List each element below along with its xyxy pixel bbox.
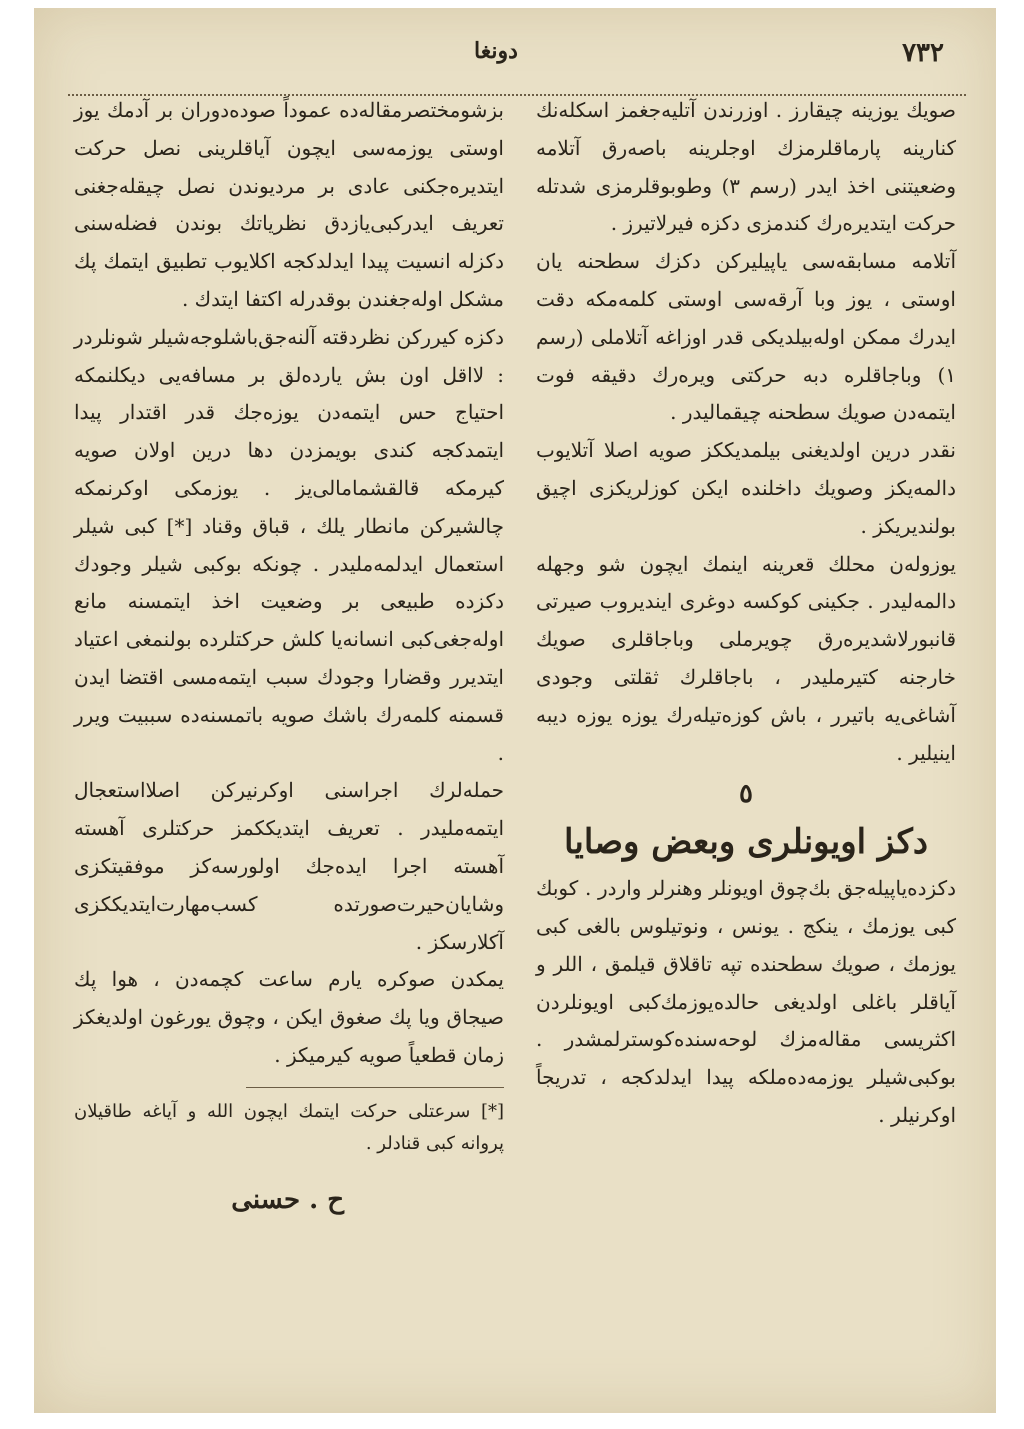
section-number: ٥ bbox=[739, 779, 753, 810]
paragraph: یمکدن صوکره یارم ساعت کچمه‌دن ، هوا پك صیجاق ویا پك صغوق ایکن ، وچوق یورغون اولدیغکز زمان قطعیاً صویه کیرمیکز . bbox=[74, 967, 504, 1067]
paragraph: دکزه کیررکن نظردقته آلنه‌جق‌باشلوجه‌شیلر شونلردر : لااقل اون بش یارده‌لق بر مسافه‌یی دیکلنمکه احتیاج حس ایتمه‌دن یوزه‌جك قدر اقتدار پیدا ایتمدکجه کندی بویمزدن دها درین اولان صویه کیرمکه قالقشمامالی‌یز . یوزمکی اوکرنمکه چالشیرکن مانطار یلك ، قباق وقناد [*] کبی شیلر استعمال ایدلمه‌ملیدر . چونکه بوکبی شیلر وجودك دکزده طبیعی بر وضعیت اخذ ایتمسنه مانع اوله‌جغی‌کبی انسانه‌یا کلش حرکتلرده بولنمغی اعتیاد ایتدیرر وقضارا وجودك سبب ایتمه‌مسی اقتضا ایدن قسمنه کلمه‌رك باشك صویه باتمسنه‌ده سببیت ویرر . bbox=[74, 324, 504, 765]
paragraph: حمله‌لرك اجراسنی اوکرنیرکن اصلااستعجال ایتمه‌ملیدر . تعریف ایتدیککمز حرکتلری آهسته آهسته اجرا ایده‌جك اولورسه‌کز موفقیتکزی وشایان‌حیرت‌صورتده کسب‌مهارت‌ایتدیککزی آکلارسکز . bbox=[74, 778, 504, 954]
right-column bbox=[536, 92, 956, 1135]
paragraph: نقدر درین اولدیغنی بیلمدیککز صویه اصلا آتلایوب دالمه‌یکز وصویك داخلنده ایکن کوزلریکزی اچیق بولندیریکز . bbox=[536, 438, 956, 538]
left-column bbox=[74, 92, 504, 1220]
paragraph: صویك یوزینه چیقارز . اوزرندن آتلیه‌جغمز اسکله‌نك کنارینه پارماقلرمزك اوجلرینه باصه‌رق آتلامه وضعیتنی اخذ ایدر (رسم ۳) وطوبوقلرمزی شدتله حرکت ایتدیره‌رك کندمزی دکزه فیرلاتیرز . bbox=[536, 98, 956, 236]
paragraph: دکزده‌یاپیله‌جق بك‌چوق اویونلر وهنرلر واردر . کوبك کبی یوزمك ، ینکج . یونس ، ونوتیلوس بالغی کبی یوزمك ، صویك سطحنده تپه تاقلاق قیلمق ، اللر و آیاقلر باغلی اولدیغی حالده‌یوزمك‌کبی اویونلردن اکثریسی مقاله‌مزك لوحه‌سنده‌کوسترلمشدر . بوکبی‌شیلر یوزمه‌ده‌ملکه پیدا ایدلدکجه ، تدریجاً اوکرنیلر . bbox=[536, 876, 956, 1127]
running-title: دونغا bbox=[474, 38, 518, 64]
paragraph: بزشومختصرمقاله‌ده عموداً صوده‌دوران بر آدمك یوز اوستی یوزمه‌سی ایچون آیاقلرینی نصل حرکت ایتدیره‌جکنی عادی بر مردیوندن نصل چیقله‌جغنی تعریف ایدرکبی‌یازدق نظریاتك بوندن فضله‌سنی دکزله انسیت پیدا ایدلدکجه اکلایوب تطبیق ایتمك پك مشکل اوله‌جغندن بوقدرله اکتفا ایتدك . bbox=[74, 98, 504, 311]
paragraph: آتلامه مسابقه‌سی یاپیلیرکن دکزك سطحنه یان اوستی ، یوز وبا آرقه‌سی اوستی کلمه‌مکه دقت ایدرك ممکن اوله‌بیلدیکی قدر اوزاغه آتلاملی (رسم ۱) وباجاقلره دبه حرکتی ویره‌رك دقیقه فوت ایتمه‌دن صویك سطحنه چیقمالیدر . bbox=[536, 249, 956, 425]
footnote: [*] سرعتلی حرکت ایتمك ایچون الله و آیاغه طاقیلان پروانه کبی قنادلر . bbox=[74, 1100, 504, 1154]
author-signature: ح . حسنی bbox=[231, 1184, 344, 1215]
footnote-divider bbox=[246, 1087, 504, 1088]
page-number: ۷۳۲ bbox=[902, 38, 944, 68]
section-heading: دکز اویونلری وبعض وصایا bbox=[564, 822, 928, 863]
paragraph: یوزوله‌ن محلك قعرینه اینمك ایچون شو وجهله دالمه‌لیدر . جکینی کوکسه دوغری ایندیروب صیرتی قانبورلاشدیره‌رق چویرملی وباجاقلری صویك خارجنه کتیرملیدر ، باجاقلرك ثقلتی وجودی آشاغی‌یه باتیرر ، باش کوزه‌تیله‌رك یوزه یوزه دیبه اینیلیر . bbox=[536, 551, 956, 765]
page-header bbox=[34, 32, 996, 72]
book-page bbox=[34, 8, 996, 1413]
